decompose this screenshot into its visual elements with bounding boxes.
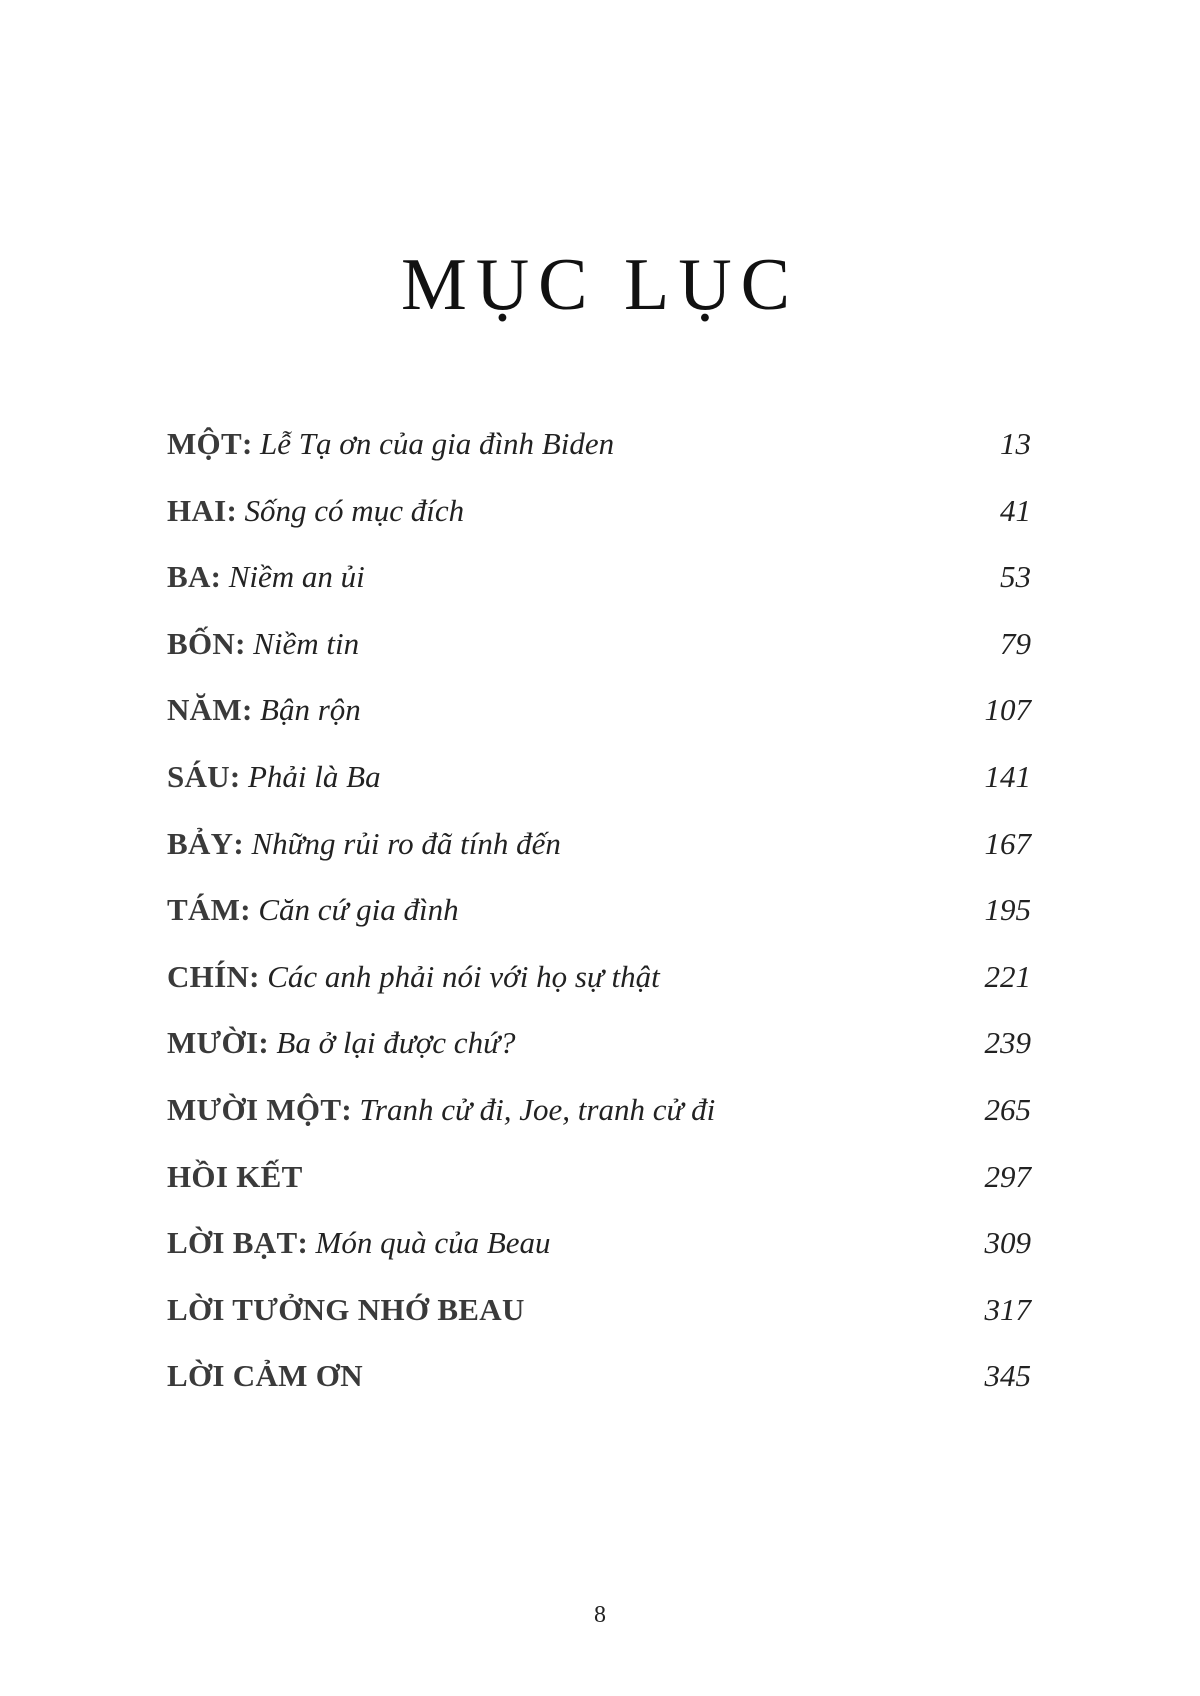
- entry-separator: :: [258, 1025, 277, 1061]
- entry-label: LỜI CẢM ƠN: [167, 1358, 363, 1394]
- entry-page-number: 297: [984, 1158, 1031, 1194]
- entry-text: [167, 626, 359, 662]
- entry-label: CHÍN: [167, 958, 250, 994]
- entry-page-number: 195: [984, 892, 1031, 928]
- entry-page-number: 345: [984, 1358, 1031, 1394]
- entry-subtitle: Niềm tin: [253, 625, 360, 661]
- entry-separator: :: [235, 625, 254, 661]
- entry-text: [167, 1159, 303, 1195]
- entry-page-number: 265: [984, 1091, 1031, 1127]
- entry-text: [167, 826, 561, 862]
- entry-page-number: 41: [1000, 492, 1031, 528]
- entry-text: [167, 759, 381, 795]
- entry-label: TÁM: [167, 892, 241, 928]
- entry-page-number: 13: [1000, 426, 1031, 461]
- entry-subtitle: Ba ở lại được chứ?: [276, 1025, 516, 1061]
- toc-entry[interactable]: [167, 559, 1031, 626]
- entry-text: [167, 1225, 551, 1261]
- entry-separator: :: [229, 758, 248, 794]
- entry-subtitle: Phải là Ba: [248, 758, 381, 794]
- entry-page-number: 239: [984, 1025, 1031, 1061]
- entry-page-number: 79: [1000, 625, 1031, 661]
- entry-text: [167, 1358, 363, 1394]
- page-title: MỤC LỤC: [400, 244, 800, 326]
- entry-label: MỘT: [167, 426, 242, 461]
- toc-entry[interactable]: [167, 759, 1031, 826]
- entry-separator: :: [240, 892, 259, 928]
- entry-separator: :: [233, 825, 252, 861]
- toc-entry[interactable]: [167, 493, 1031, 560]
- toc-entry[interactable]: [167, 892, 1031, 959]
- entry-label: LỜI BẠT: [167, 1225, 298, 1261]
- toc-entry[interactable]: [167, 1358, 1031, 1425]
- entry-text: [167, 1025, 515, 1061]
- entry-subtitle: Món quà của Beau: [315, 1225, 551, 1261]
- entry-page-number: 221: [984, 958, 1031, 994]
- entry-separator: :: [241, 426, 261, 461]
- entry-label: BA: [167, 559, 211, 595]
- entry-text: [167, 692, 361, 728]
- toc-entry[interactable]: [167, 826, 1031, 893]
- entry-subtitle: Bận rộn: [260, 692, 361, 728]
- entry-label: BẢY: [167, 825, 234, 861]
- entry-label: HAI: [167, 492, 227, 528]
- entry-label: MƯỜI: [167, 1025, 259, 1061]
- entry-label: HỒI KẾT: [167, 1158, 303, 1194]
- entry-page-number: 141: [984, 758, 1031, 794]
- entry-separator: :: [210, 559, 229, 595]
- entry-separator: :: [249, 958, 268, 994]
- toc-entry[interactable]: [167, 426, 1031, 493]
- toc-entry[interactable]: [167, 1159, 1031, 1226]
- entry-subtitle: Niềm an ủi: [228, 559, 365, 595]
- toc-entry[interactable]: [167, 692, 1031, 759]
- entry-subtitle: Căn cứ gia đình: [258, 892, 459, 928]
- toc-entry[interactable]: [167, 1025, 1031, 1092]
- toc-entry[interactable]: [167, 1225, 1031, 1292]
- entry-subtitle: Những rủi ro đã tính đến: [251, 825, 561, 861]
- table-of-contents: [167, 426, 1031, 1425]
- entry-subtitle: Các anh phải nói với họ sự thật: [267, 958, 660, 994]
- entry-page-number: 53: [1000, 559, 1031, 595]
- toc-entry[interactable]: [167, 1292, 1031, 1359]
- entry-subtitle: Tranh cử đi, Joe, tranh cử đi: [359, 1091, 716, 1127]
- entry-separator: :: [341, 1091, 360, 1127]
- entry-page-number: 317: [984, 1291, 1031, 1327]
- entry-label: LỜI TƯỞNG NHỚ BEAU: [167, 1291, 525, 1327]
- toc-entry[interactable]: [167, 1092, 1031, 1159]
- entry-text: [167, 1292, 525, 1328]
- entry-page-number: 107: [984, 692, 1031, 728]
- entry-text: [167, 559, 365, 595]
- entry-separator: :: [297, 1225, 316, 1261]
- entry-text: [167, 959, 660, 995]
- entry-text: [167, 892, 459, 928]
- entry-subtitle: Sống có mục đích: [244, 492, 465, 528]
- entry-subtitle: Lễ Tạ ơn của gia đình Biden: [260, 426, 615, 461]
- entry-label: MƯỜI MỘT: [167, 1091, 342, 1127]
- entry-label: SÁU: [167, 758, 230, 794]
- entry-label: NĂM: [167, 692, 242, 728]
- entry-separator: :: [241, 692, 261, 728]
- entry-page-number: 167: [984, 825, 1031, 861]
- entry-separator: :: [226, 492, 245, 528]
- entry-text: [167, 1092, 715, 1128]
- toc-entry[interactable]: [167, 626, 1031, 693]
- entry-page-number: 309: [984, 1225, 1031, 1261]
- footer-page-number: 8: [594, 1602, 606, 1628]
- entry-label: BỐN: [167, 625, 236, 661]
- entry-text: [167, 426, 614, 462]
- entry-text: [167, 493, 464, 529]
- toc-entry[interactable]: [167, 959, 1031, 1026]
